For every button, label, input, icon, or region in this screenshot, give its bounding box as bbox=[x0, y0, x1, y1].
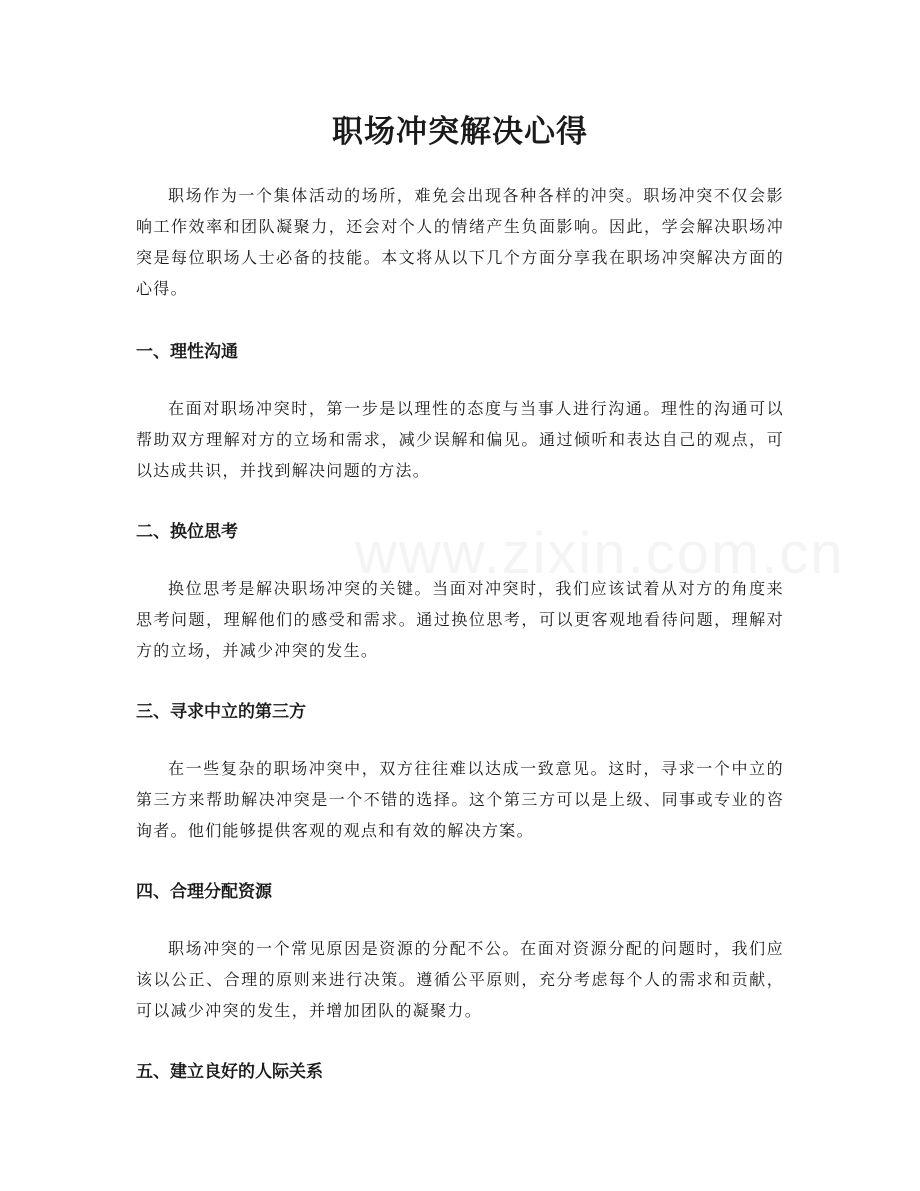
section-heading-1: 一、理性沟通 bbox=[136, 342, 238, 362]
page-title: 职场冲突解决心得 bbox=[332, 114, 588, 150]
document-body bbox=[136, 180, 784, 1085]
intro-paragraph: 职场作为一个集体活动的场所，难免会出现各种各样的冲突。职场冲突不仅会影响工作效率和团队凝聚力，还会对个人的情绪产生负面影响。因此，学会解决职场冲突是每位职场人士必备的技能。本文将从以下几个方面分享我在职场冲突解决方面的心得。 bbox=[136, 186, 784, 298]
section-heading-5: 五、建立良好的人际关系 bbox=[136, 1062, 323, 1082]
section-heading-2: 二、换位思考 bbox=[136, 522, 238, 542]
section-heading-3: 三、寻求中立的第三方 bbox=[136, 702, 306, 722]
section-paragraph-2: 换位思考是解决职场冲突的关键。当面对冲突时，我们应该试着从对方的角度来思考问题，理解他们的感受和需求。通过换位思考，可以更客观地看待问题，理解对方的立场，并减少冲突的发生。 bbox=[136, 579, 784, 660]
section-paragraph-3: 在一些复杂的职场冲突中，双方往往难以达成一致意见。这时，寻求一个中立的第三方来帮助解决冲突是一个不错的选择。这个第三方可以是上级、同事或专业的咨询者。他们能够提供客观的观点和有效的解决方案。 bbox=[136, 759, 784, 840]
section-heading-4: 四、合理分配资源 bbox=[136, 882, 272, 902]
section-paragraph-4: 职场冲突的一个常见原因是资源的分配不公。在面对资源分配的问题时，我们应该以公正、合理的原则来进行决策。遵循公平原则，充分考虑每个人的需求和贡献，可以减少冲突的发生，并增加团队的凝聚力。 bbox=[136, 939, 784, 1020]
section-paragraph-1: 在面对职场冲突时，第一步是以理性的态度与当事人进行沟通。理性的沟通可以帮助双方理解对方的立场和需求，减少误解和偏见。通过倾听和表达自己的观点，可以达成共识，并找到解决问题的方法。 bbox=[136, 399, 784, 480]
